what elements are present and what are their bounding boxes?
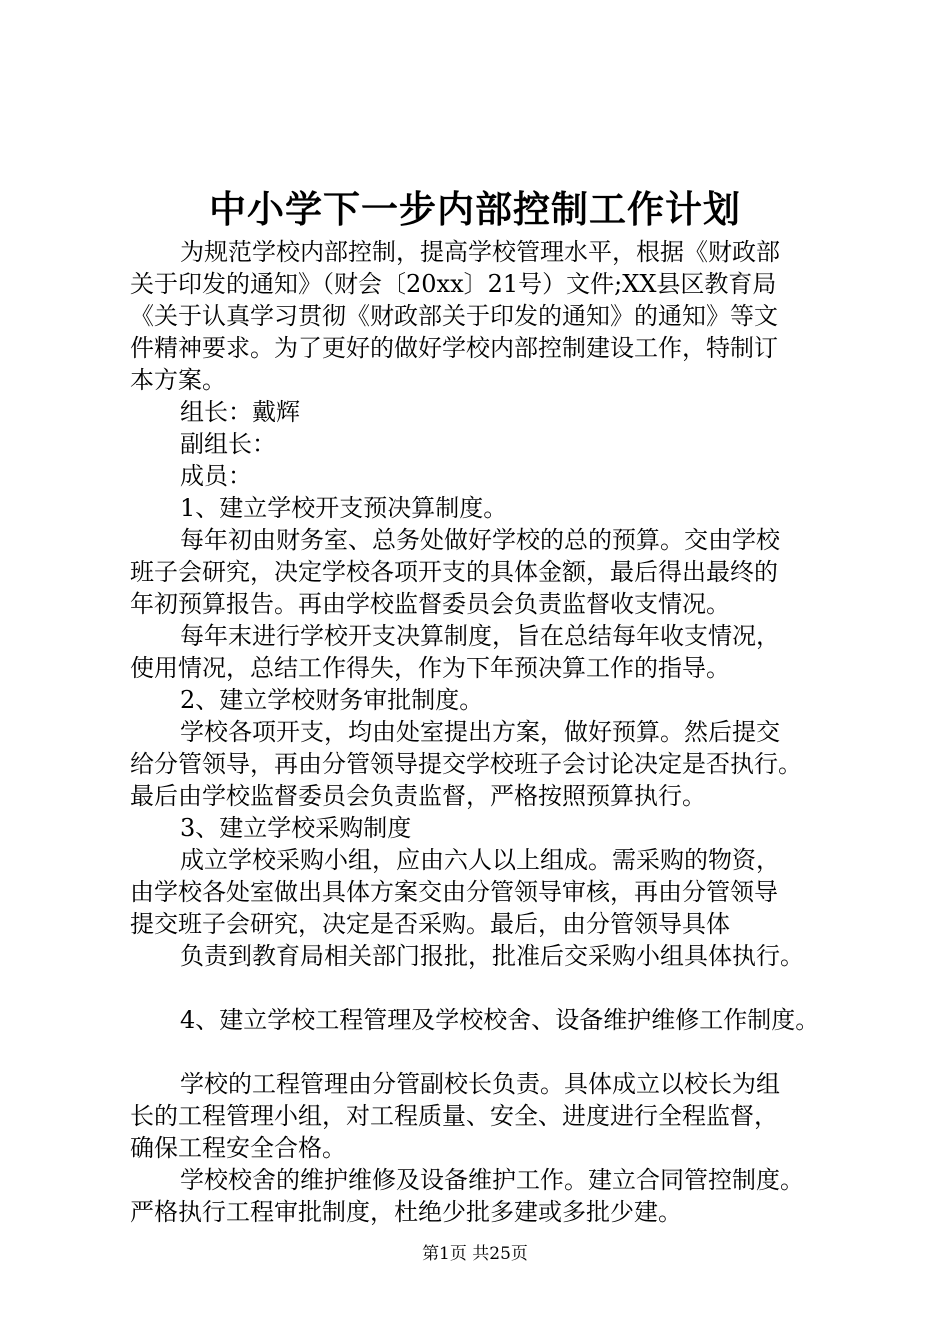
paragraph-line: 《关于认真学习贯彻《财政部关于印发的通知》的通知》等文 xyxy=(130,302,778,330)
paragraph-line: 件精神要求。为了更好的做好学校内部控制建设工作，特制订 xyxy=(130,334,778,362)
paragraph-line: 长的工程管理小组，对工程质量、安全、进度进行全程监督， xyxy=(130,1102,778,1130)
paragraph-line: 负责到教育局相关部门报批，批准后交采购小组具体执行。 xyxy=(180,942,804,970)
paragraph-line: 每年初由财务室、总务处做好学校的总的预算。交由学校 xyxy=(180,526,780,554)
paragraph-line: 本方案。 xyxy=(130,366,226,394)
paragraph-line: 提交班子会研究，决定是否采购。最后，由分管领导具体 xyxy=(130,910,730,938)
blank-line xyxy=(130,972,850,1004)
paragraph-line: 学校校舍的维护维修及设备维护工作。建立合同管控制度。 xyxy=(180,1166,804,1194)
paragraph-line: 年初预算报告。再由学校监督委员会负责监督收支情况。 xyxy=(130,590,730,618)
section-heading: 1、建立学校开支预决算制度。 xyxy=(180,494,508,522)
paragraph-line: 班子会研究，决定学校各项开支的具体金额，最后得出最终的 xyxy=(130,558,778,586)
members-line: 成员： xyxy=(180,462,252,490)
paragraph-line: 关于印发的通知》（财会〔20xx〕21号）文件;XX县区教育局 xyxy=(130,270,777,298)
page-number-footer: 第1页 共25页 xyxy=(422,1244,528,1264)
group-leader-line: 组长：戴辉 xyxy=(180,398,300,426)
blank-line xyxy=(130,1036,850,1068)
paragraph-line: 为规范学校内部控制，提高学校管理水平，根据《财政部 xyxy=(180,238,780,266)
paragraph-line: 最后由学校监督委员会负责监督，严格按照预算执行。 xyxy=(130,782,706,810)
document-title: 中小学下一步内部控制工作计划 xyxy=(209,187,741,231)
section-heading: 2、建立学校财务审批制度。 xyxy=(180,686,484,714)
section-heading: 3、建立学校采购制度 xyxy=(180,814,412,842)
paragraph-line: 给分管领导，再由分管领导提交学校班子会讨论决定是否执行。 xyxy=(130,750,802,778)
paragraph-line: 学校各项开支，均由处室提出方案，做好预算。然后提交 xyxy=(180,718,780,746)
paragraph-line: 确保工程安全合格。 xyxy=(130,1134,346,1162)
document-body xyxy=(130,236,850,1228)
deputy-leader-line: 副组长： xyxy=(180,430,276,458)
paragraph-line: 使用情况，总结工作得失，作为下年预决算工作的指导。 xyxy=(130,654,730,682)
section-heading: 4、建立学校工程管理及学校校舍、设备维护维修工作制度。 xyxy=(180,1006,820,1034)
paragraph-line: 严格执行工程审批制度，杜绝少批多建或多批少建。 xyxy=(130,1198,682,1226)
paragraph-line: 由学校各处室做出具体方案交由分管领导审核，再由分管领导 xyxy=(130,878,778,906)
paragraph-line: 每年末进行学校开支决算制度，旨在总结每年收支情况， xyxy=(180,622,780,650)
paragraph-line: 学校的工程管理由分管副校长负责。具体成立以校长为组 xyxy=(180,1070,780,1098)
paragraph-line: 成立学校采购小组，应由六人以上组成。需采购的物资， xyxy=(180,846,780,874)
